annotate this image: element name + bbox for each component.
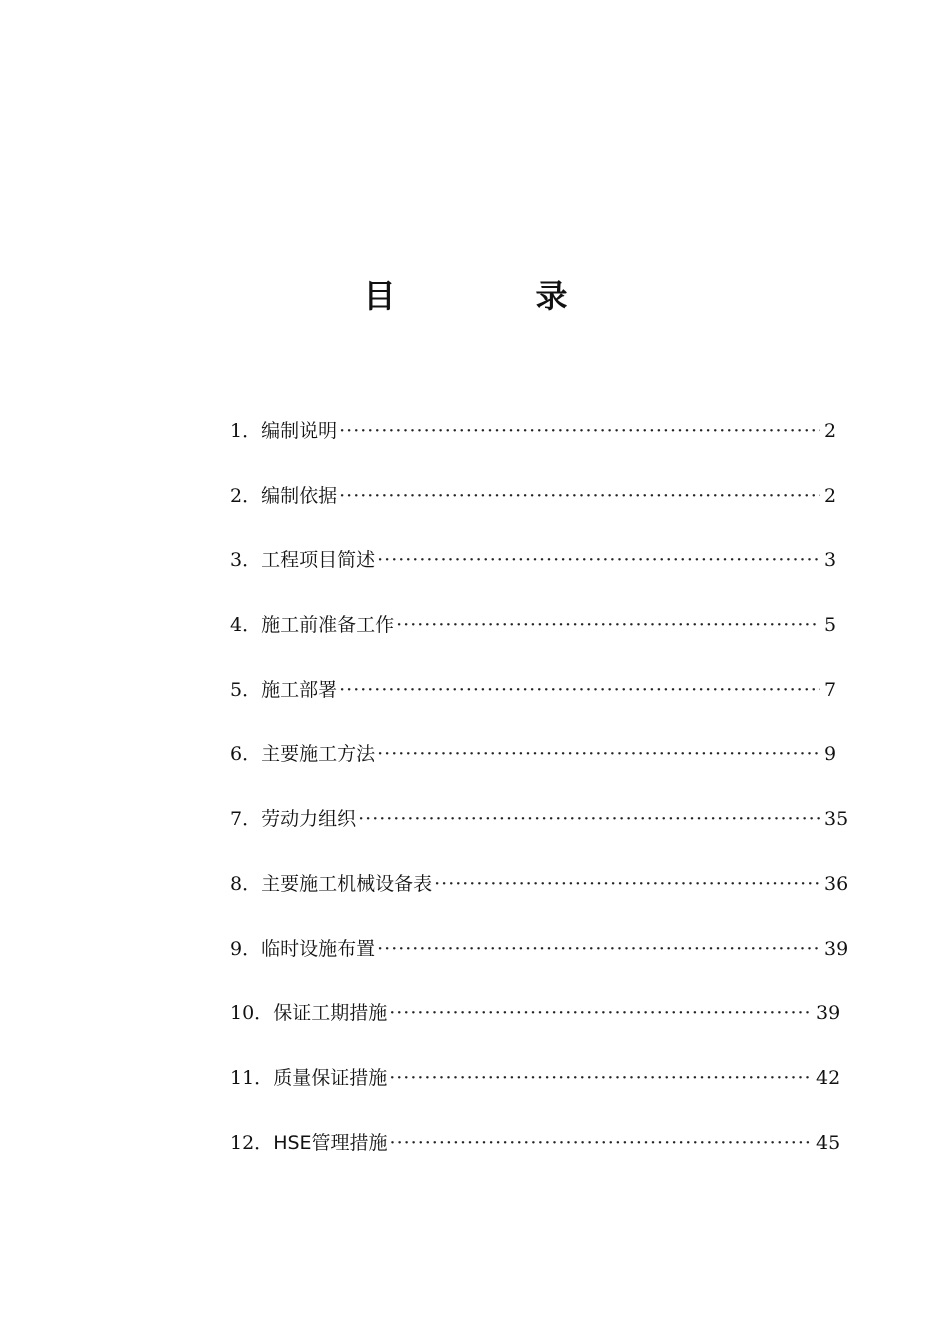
toc-leader-dots [358, 800, 820, 838]
toc-entry-number: 8． [230, 872, 262, 895]
toc-entry-number: 1． [230, 420, 262, 442]
toc-entry-9[interactable] [230, 930, 850, 995]
toc-entry-title: 编制依据 [261, 484, 338, 507]
toc-leader-dots [389, 1059, 812, 1097]
toc-entry-2[interactable] [230, 477, 850, 542]
toc-entry-number: 3． [230, 549, 262, 572]
toc-entry-number: 9． [230, 937, 262, 960]
toc-entry-4[interactable] [230, 606, 850, 671]
toc-entry-page: 5 [824, 614, 837, 637]
toc-leader-dots [390, 1124, 812, 1162]
toc-entry-title: 主要施工机械设备表 [261, 872, 433, 895]
toc-entry-number: 11． [230, 1066, 274, 1089]
toc-entry-title: HSE管理措施 [273, 1131, 388, 1154]
toc-entry-page: 45 [816, 1131, 841, 1154]
toc-entry-number: 6． [230, 743, 262, 766]
toc-entry-page: 36 [824, 872, 849, 895]
toc-entry-10[interactable] [230, 994, 850, 1059]
toc-entry-page: 39 [816, 1002, 841, 1025]
toc-entry-page: 9 [824, 743, 837, 766]
toc-entry-title: 施工前准备工作 [261, 614, 395, 637]
toc-entry-3[interactable] [230, 541, 850, 606]
toc-entry-title: 质量保证措施 [273, 1066, 388, 1089]
toc-entry-title: 编制说明 [261, 420, 338, 442]
toc-leader-dots [339, 412, 820, 450]
toc-entry-page: 3 [824, 549, 837, 572]
toc-entry-number: 5． [230, 678, 262, 701]
toc-entry-1[interactable] [230, 412, 850, 477]
toc-leader-dots [339, 671, 820, 709]
toc-title: 目 录 [363, 277, 622, 315]
toc-entry-page: 35 [824, 808, 849, 831]
toc-entry-page: 2 [824, 484, 837, 507]
toc-entry-11[interactable] [230, 1059, 850, 1124]
toc-entry-number: 10． [230, 1002, 274, 1025]
toc-leader-dots [434, 865, 820, 903]
toc-entry-page: 42 [816, 1066, 841, 1089]
toc-entry-7[interactable] [230, 800, 850, 865]
toc-entry-number: 7． [230, 808, 262, 831]
toc-leader-dots [396, 606, 820, 644]
toc-entry-number: 12． [230, 1131, 274, 1154]
toc-entry-title: 临时设施布置 [261, 937, 376, 960]
toc-entry-title: 工程项目简述 [261, 549, 376, 572]
toc-entry-title: 主要施工方法 [261, 743, 376, 766]
toc-entry-6[interactable] [230, 735, 850, 800]
toc-entry-8[interactable] [230, 865, 850, 930]
toc-leader-dots [389, 994, 812, 1032]
toc-leader-dots [377, 735, 820, 773]
toc-entry-page: 39 [824, 937, 849, 960]
toc-entry-number: 4． [230, 614, 262, 637]
toc-list [230, 412, 850, 1188]
toc-entry-number: 2． [230, 484, 262, 507]
toc-entry-5[interactable] [230, 671, 850, 736]
toc-entry-page: 7 [824, 678, 837, 701]
toc-entry-title: 施工部署 [261, 678, 338, 701]
toc-entry-title: 保证工期措施 [273, 1002, 388, 1025]
toc-leader-dots [377, 930, 820, 968]
toc-leader-dots [339, 477, 820, 515]
toc-entry-12[interactable] [230, 1124, 850, 1189]
toc-entry-title: 劳动力组织 [261, 808, 357, 831]
toc-leader-dots [377, 541, 820, 579]
toc-entry-page: 2 [824, 420, 837, 442]
